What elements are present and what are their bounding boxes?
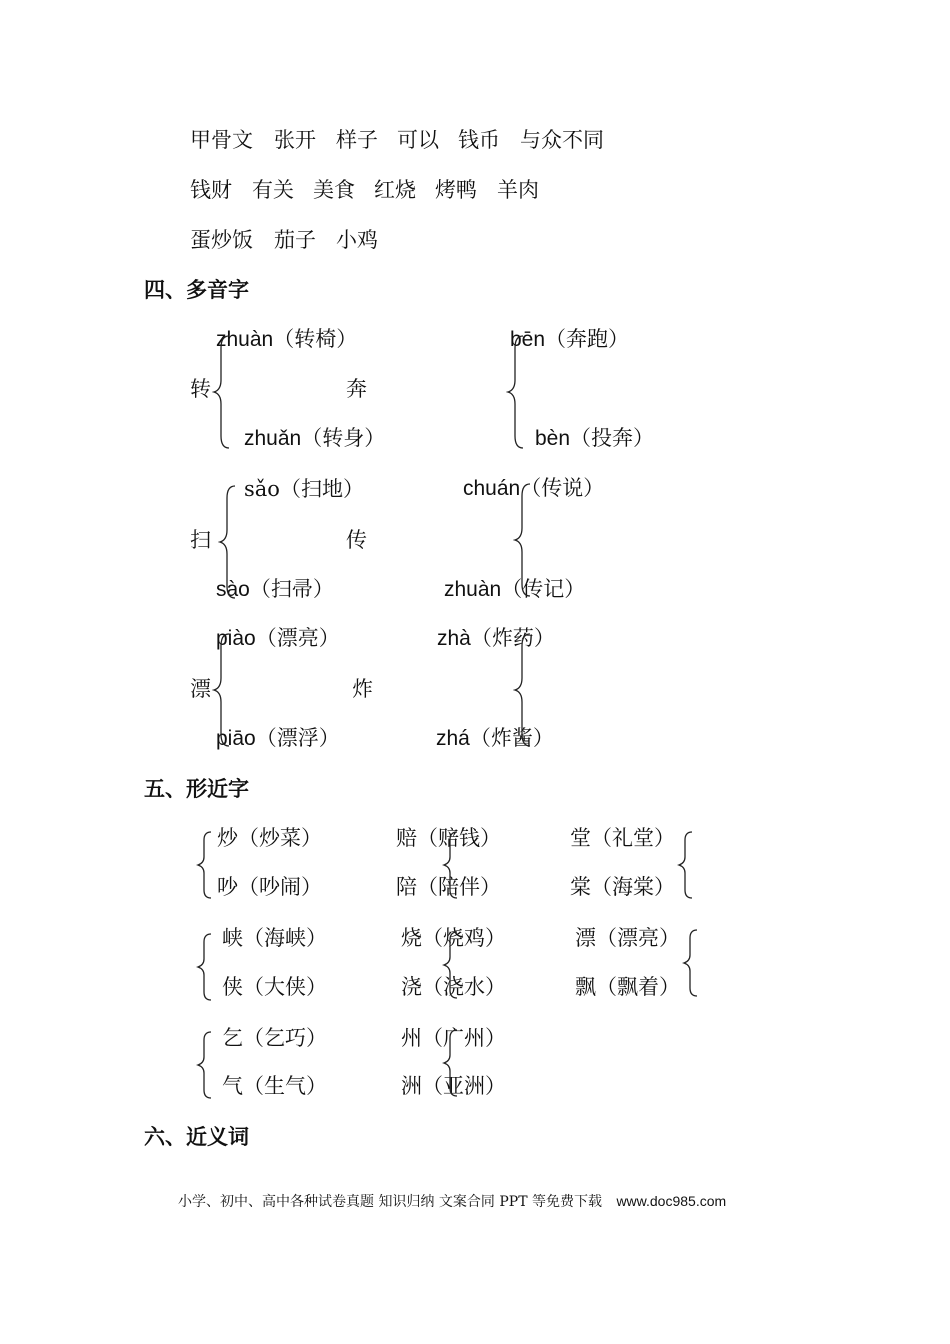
similar-char-entry: 侠（大侠） bbox=[222, 975, 327, 999]
polyphone-char: 漂 bbox=[190, 677, 211, 701]
polyphone-char: 炸 bbox=[352, 677, 373, 701]
similar-char-entry: 州（广州） bbox=[401, 1026, 506, 1050]
word: 蛋炒饭 bbox=[190, 228, 253, 252]
polyphone-char: 扫 bbox=[190, 528, 211, 552]
left-brace-icon bbox=[218, 484, 238, 600]
word: 有关 bbox=[252, 178, 294, 202]
footer-url[interactable]: www.doc985.com bbox=[616, 1193, 727, 1209]
footer bbox=[178, 1192, 726, 1211]
left-brace-icon bbox=[682, 928, 700, 998]
pinyin-entry: zhuàn（转椅） bbox=[216, 328, 358, 351]
similar-char-entry: 棠（海棠） bbox=[570, 875, 675, 899]
left-brace-icon bbox=[196, 932, 214, 1002]
similar-char-entry: 烧（烧鸡） bbox=[401, 926, 506, 950]
similar-char-entry: 乞（乞巧） bbox=[222, 1026, 327, 1050]
word: 甲骨文 bbox=[190, 128, 253, 152]
left-brace-icon bbox=[442, 1028, 460, 1098]
similar-char-entry: 陪（陪伴） bbox=[396, 875, 501, 899]
left-brace-icon bbox=[196, 1030, 214, 1100]
left-brace-icon bbox=[212, 334, 232, 450]
similar-char-entry: 堂（礼堂） bbox=[570, 826, 675, 850]
word: 与众不同 bbox=[520, 128, 604, 152]
polyphone-char: 奔 bbox=[346, 377, 367, 401]
left-brace-icon bbox=[677, 830, 695, 900]
footer-text: 小学、初中、高中各种试卷真题 知识归纳 文案合同 PPT 等免费下载 bbox=[178, 1194, 602, 1210]
pinyin-entry: chuán（传说） bbox=[463, 477, 605, 500]
left-brace-icon bbox=[513, 482, 533, 598]
similar-char-entry: 炒（炒菜） bbox=[217, 826, 322, 850]
pinyin-entry: piāo（漂浮） bbox=[216, 727, 340, 750]
similar-char-entry: 漂（漂亮） bbox=[575, 926, 680, 950]
left-brace-icon bbox=[196, 830, 214, 900]
left-brace-icon bbox=[506, 334, 526, 450]
left-brace-icon bbox=[212, 632, 232, 748]
left-brace-icon bbox=[442, 930, 460, 1000]
polyphone-char: 传 bbox=[346, 528, 367, 552]
word: 茄子 bbox=[274, 228, 316, 252]
similar-char-entry: 浇（浇水） bbox=[401, 975, 506, 999]
word-line-1 bbox=[190, 127, 604, 153]
similar-char-entry: 赔（赔钱） bbox=[396, 826, 501, 850]
left-brace-icon bbox=[442, 830, 460, 900]
word: 钱币 bbox=[458, 128, 500, 152]
pinyin-entry: zhà（炸药） bbox=[437, 627, 555, 650]
pinyin-entry: sǎo（扫地） bbox=[244, 477, 364, 501]
pinyin-entry: sào（扫帚） bbox=[216, 578, 334, 601]
word: 可以 bbox=[397, 128, 439, 152]
word: 样子 bbox=[336, 128, 378, 152]
word: 小鸡 bbox=[336, 228, 378, 252]
pinyin-entry: bēn（奔跑） bbox=[510, 328, 630, 351]
similar-char-entry: 洲（亚洲） bbox=[401, 1074, 506, 1098]
word: 羊肉 bbox=[497, 178, 539, 202]
left-brace-icon bbox=[513, 632, 533, 748]
similar-char-entry: 峡（海峡） bbox=[222, 926, 327, 950]
similar-char-entry: 飘（飘着） bbox=[575, 975, 680, 999]
similar-char-entry: 气（生气） bbox=[222, 1074, 327, 1098]
section-heading-synonyms: 六、近义词 bbox=[144, 1124, 249, 1149]
section-heading-similar-chars: 五、形近字 bbox=[144, 776, 249, 801]
pinyin-entry: zhuǎn（转身） bbox=[244, 427, 386, 450]
pinyin-entry: zhuàn（传记） bbox=[444, 578, 586, 601]
word: 烤鸭 bbox=[435, 178, 477, 202]
word: 钱财 bbox=[190, 178, 232, 202]
word-line-3 bbox=[190, 227, 378, 253]
word-line-2 bbox=[190, 177, 539, 203]
polyphone-char: 转 bbox=[190, 377, 211, 401]
word: 张开 bbox=[274, 128, 316, 152]
word: 红烧 bbox=[374, 178, 416, 202]
word: 美食 bbox=[313, 178, 355, 202]
section-heading-polyphones: 四、多音字 bbox=[144, 277, 249, 302]
similar-char-entry: 吵（吵闹） bbox=[217, 875, 322, 899]
pinyin-entry: bèn（投奔） bbox=[535, 427, 655, 450]
pinyin-entry: zhá（炸酱） bbox=[436, 727, 554, 750]
pinyin-entry: piào（漂亮） bbox=[216, 627, 340, 650]
